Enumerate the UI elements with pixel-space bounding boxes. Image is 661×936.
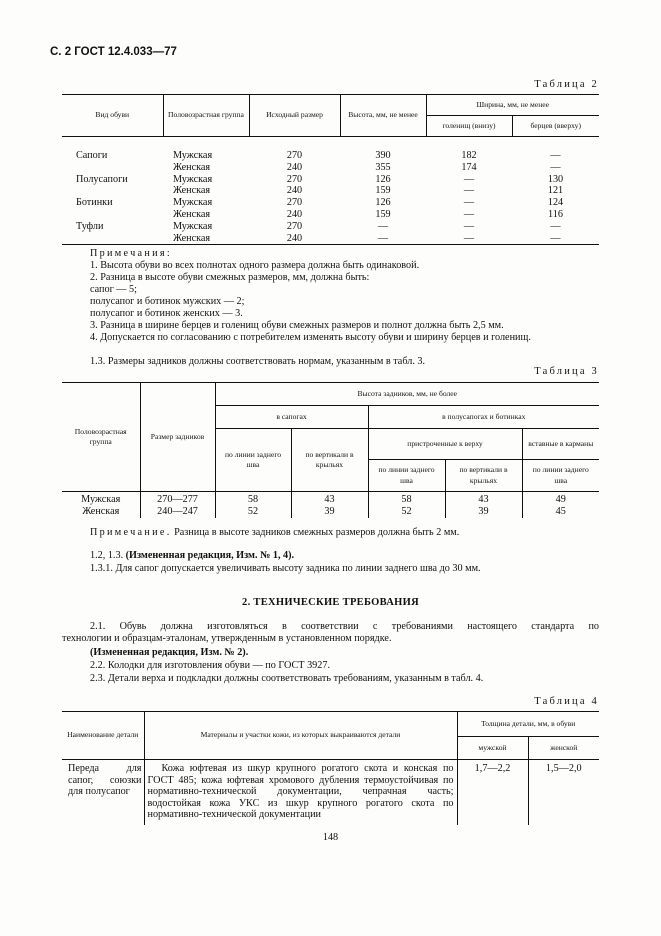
table-row (62, 760, 599, 826)
t2-cell-size: 240 (286, 185, 303, 197)
t3-cell-age: Мужская (81, 494, 121, 505)
t3-cell-v5: 45 (522, 506, 599, 518)
t2-cell-size: 270 (286, 173, 303, 185)
t3-cell-v3: 52 (368, 506, 445, 518)
notes2-line-4: полусапог и ботинок мужских — 2; (90, 296, 245, 307)
t3-cell-size: 270—277 (140, 492, 215, 506)
t2-cell-age: Мужская (173, 197, 213, 209)
t4-cell-female: 1,5—2,0 (528, 760, 599, 826)
t2-cell-age: Женская (173, 208, 211, 220)
notes2-line-1: 1. Высота обуви во всех полнотах одного размера должна быть одинаковой. (90, 260, 420, 271)
note3 (90, 527, 459, 539)
table-row (62, 209, 599, 221)
t4-head-thickness: Толщина детали, мм, в обуви (457, 712, 599, 737)
t2-cell-ankle: — (550, 220, 561, 232)
t3-cell-v1: 52 (215, 506, 291, 518)
table-4 (62, 711, 599, 825)
t2-cell-age: Мужская (173, 173, 213, 185)
t2-cell-size: 270 (286, 220, 303, 232)
t2-cell-height: 355 (375, 161, 391, 173)
table2-caption: Таблица 2 (534, 79, 599, 90)
notes2-line-2: 2. Разница в высоте обуви смежных размеров, мм, должна быть: (90, 272, 370, 283)
t2-cell-height: — (377, 220, 389, 232)
t2-cell-shaft: — (463, 208, 475, 220)
table-row (62, 506, 599, 518)
t2-cell-size: 240 (286, 208, 303, 220)
table-row (62, 221, 599, 233)
t3-cell-v3: 58 (368, 492, 445, 506)
t4-cell-male: 1,7—2,2 (457, 760, 528, 826)
t2-cell-size: 270 (286, 197, 303, 209)
table-2 (62, 94, 599, 245)
t3-head-boots: в сапогах (215, 406, 368, 429)
t2-cell-size: 240 (286, 161, 303, 173)
t3-cell-size: 240—247 (140, 506, 215, 518)
t4-cell-materials: Кожа юфтевая из шкур крупного рогатого скота и конская по ГОСТ 485; кожа юфтевая хромового дубления термоустойчивая по нормативно-технической документации, чепрачная часть; водостойкая кожа УКС из шкур крупного рогатого скота по нормативно-технической документации (144, 760, 457, 826)
t2-head-width: Ширина, мм, не менее (426, 95, 599, 116)
notes2-title: Примечания: (90, 248, 172, 259)
table-row (62, 174, 599, 186)
t4-head-female: женской (528, 737, 599, 760)
t3-head-size: Размер задников (140, 383, 215, 492)
t2-head-age: Половозрастная группа (163, 95, 249, 137)
t2-cell-age: Женская (173, 161, 211, 173)
table-row (62, 137, 599, 162)
t2-cell-type: Туфли (76, 220, 104, 232)
table-row (62, 233, 599, 245)
table4-caption: Таблица 4 (534, 696, 599, 707)
t2-head-size: Исходный размер (249, 95, 340, 137)
t2-head-width-ankle: берцев (вверху) (512, 116, 599, 137)
edit-note-1-bold: (Измененная редакция, Изм. № 1, 4). (125, 550, 295, 561)
t4-head-male: мужской (457, 737, 528, 760)
t3-cell-v1: 58 (215, 492, 291, 506)
note3-text: Разница в высоте задников смежных размеров должна быть 2 мм. (171, 527, 460, 538)
table-3 (62, 382, 599, 518)
t2-cell-shaft: — (463, 173, 475, 185)
t2-cell-ankle: — (512, 233, 599, 245)
t2-head-width-shaft: голенищ (внизу) (426, 116, 512, 137)
t2-body (62, 137, 599, 245)
t3-cell-age: Женская (82, 505, 120, 517)
note3-label: Примечание. (90, 527, 172, 538)
t3-head-pocket: вставные в карманы (522, 429, 599, 460)
page-header: С. 2 ГОСТ 12.4.033—77 (50, 46, 177, 58)
t2-cell-ankle: — (550, 161, 561, 173)
t3-body (62, 492, 599, 518)
t2-cell-ankle: 116 (548, 208, 563, 220)
t3-head-height: Высота задников, мм, не более (215, 383, 599, 406)
t2-cell-height: 159 (375, 185, 391, 197)
table-row (62, 162, 599, 174)
t3-head-sewn: пристроченные к верху (368, 429, 522, 460)
t2-cell-height: 126 (375, 197, 391, 209)
t2-cell-size: 240 (249, 233, 340, 245)
t2-cell-shaft: — (463, 220, 475, 232)
t2-cell-type (62, 162, 163, 174)
t2-cell-age: Женская (163, 233, 249, 245)
t2-cell-ankle: 124 (547, 197, 564, 209)
t2-head-height: Высота, мм, не менее (340, 95, 426, 137)
t3-head-vertical: по вертикали в крыльях (291, 429, 368, 492)
edit-note-2: (Измененная редакция, Изм. № 2). (90, 647, 249, 658)
paragraph-1-3: 1.3. Размеры задников должны соответствовать нормам, указанным в табл. 3. (90, 356, 426, 367)
t2-cell-type (62, 185, 163, 197)
t2-cell-type: Ботинки (76, 197, 113, 209)
t3-cell-v4: 43 (445, 492, 522, 506)
t3-cell-v2: 39 (291, 506, 368, 518)
notes2-line-5: полусапог и ботинок женских — 3. (90, 308, 243, 319)
t2-cell-size: 270 (286, 150, 303, 161)
t3-head-half: в полусапогах и ботинках (368, 406, 599, 429)
paragraph-2-1-line1: 2.1. Обувь должна изготовляться в соответствии с требованиями настоящего стандарта по (90, 621, 599, 632)
t2-cell-age: Мужская (173, 220, 213, 232)
section-2-title: 2. ТЕХНИЧЕСКИЕ ТРЕБОВАНИЯ (242, 597, 419, 608)
t2-cell-type: Полусапоги (76, 173, 128, 185)
t2-cell-type: Сапоги (76, 150, 108, 161)
paragraph-1-3-1: 1.3.1. Для сапог допускается увеличивать высоту задника по линии заднего шва до 30 мм. (90, 563, 481, 574)
t2-cell-height: 390 (375, 150, 391, 161)
t2-cell-shaft: — (463, 197, 475, 209)
t2-cell-type (62, 209, 163, 221)
t3-head-back-line-3: по линии заднего шва (522, 460, 599, 492)
t4-cell-name: Переда для сапог, союзки для полусапог (68, 763, 142, 798)
t2-cell-ankle: — (550, 150, 561, 161)
table-row (62, 185, 599, 197)
t4-head-materials: Материалы и участки кожи, из которых выкраиваются детали (144, 712, 457, 760)
t3-cell-v5: 49 (522, 492, 599, 506)
t3-head-vertical-2: по вертикали в крыльях (445, 460, 522, 492)
notes2-line-6: 3. Разница в ширине берцев и голенищ обуви смежных размеров и полнот должна быть 2,5 мм. (90, 320, 504, 331)
table-row (62, 492, 599, 506)
t2-cell-ankle: 121 (547, 185, 564, 197)
paragraph-2-1-line2: технологии и образцам-эталонам, утвержденным в установленном порядке. (62, 633, 392, 644)
edit-note-1 (90, 550, 294, 562)
t2-cell-shaft: 182 (461, 150, 477, 161)
table3-caption: Таблица 3 (534, 366, 599, 377)
t2-cell-age: Мужская (173, 150, 213, 161)
t2-cell-height: 126 (375, 173, 391, 185)
page-number: 148 (322, 832, 339, 843)
t2-cell-shaft: — (426, 233, 512, 245)
t3-head-age: Половозрастная группа (62, 383, 140, 492)
t2-cell-height: — (340, 233, 426, 245)
t3-head-back-line: по линии заднего шва (215, 429, 291, 492)
t3-head-back-line-2: по линии заднего шва (368, 460, 445, 492)
t4-head-name: Наименование детали (62, 712, 144, 760)
t2-cell-type (62, 233, 163, 245)
paragraph-2-2: 2.2. Колодки для изготовления обуви — по ГОСТ 3927. (90, 660, 331, 671)
paragraph-2-3: 2.3. Детали верха и подкладки должны соответствовать требованиям, указанным в табл. 4. (90, 673, 484, 684)
t2-cell-age: Женская (173, 185, 211, 197)
notes2-line-7: 4. Допускается по согласованию с потребителем изменять высоту обуви и ширину берцев и голенищ. (90, 332, 531, 343)
notes2-line-3: сапог — 5; (90, 284, 137, 295)
table-row (62, 197, 599, 209)
t2-head-type: Вид обуви (62, 95, 163, 137)
t2-cell-shaft: 174 (461, 161, 477, 173)
t3-cell-v2: 43 (291, 492, 368, 506)
edit-note-1-prefix: 1.2, 1.3. (90, 550, 124, 561)
t2-cell-shaft: — (463, 185, 475, 197)
t2-cell-ankle: 130 (547, 173, 564, 185)
t3-cell-v4: 39 (445, 506, 522, 518)
t2-cell-height: 159 (375, 208, 391, 220)
